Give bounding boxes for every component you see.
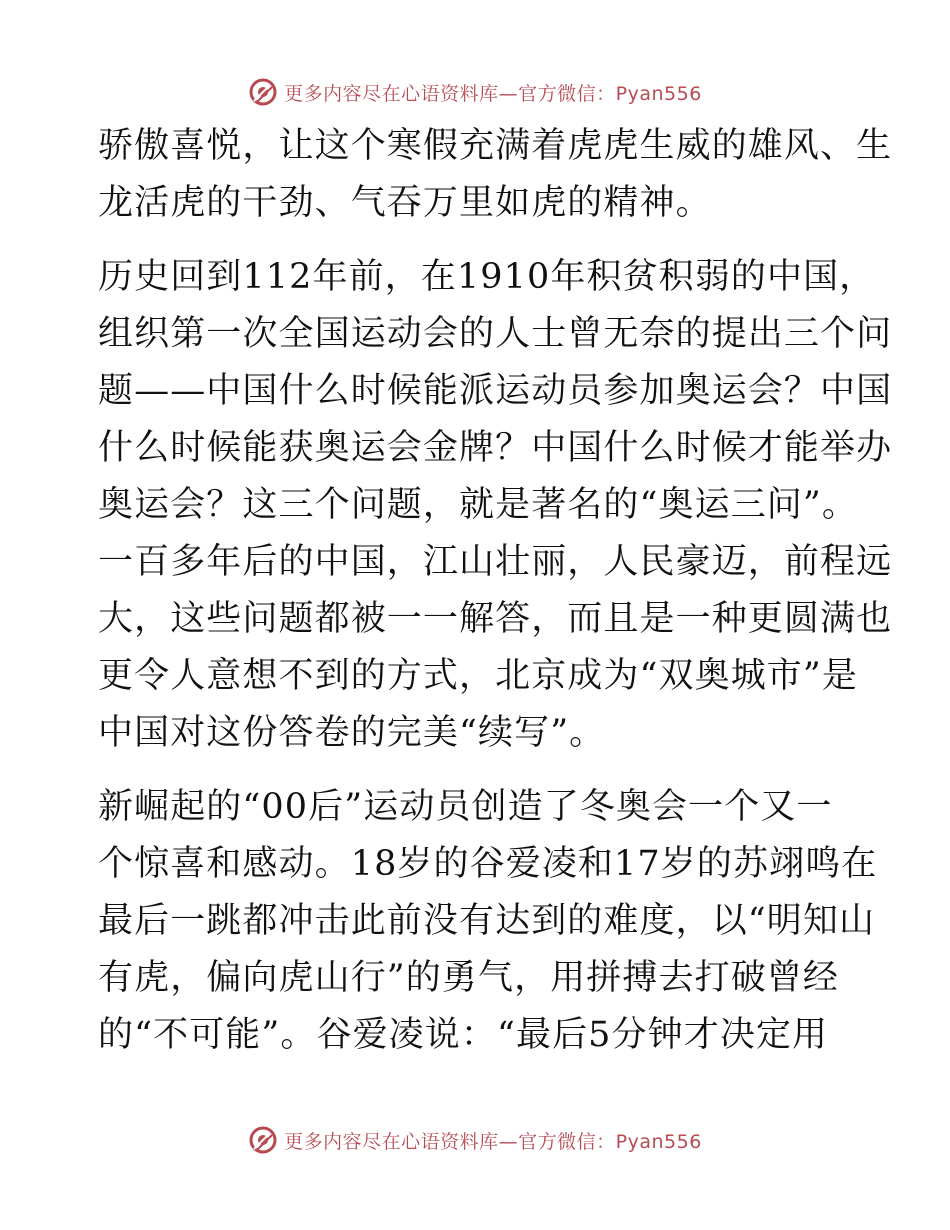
text-line: 更令人意想不到的方式，北京成为“双奥城市”是: [98, 656, 858, 696]
footer-banner-text: 更多内容尽在心语资料库—官方微信：Pyan556: [284, 1130, 702, 1153]
text-line: 奥运会？这三个问题，就是著名的“奥运三问”。: [98, 485, 858, 525]
text-line: 题——中国什么时候能派运动员参加奥运会？中国: [98, 371, 893, 411]
paragraph-1: [98, 118, 893, 232]
red-stamp-logo-icon: [248, 1125, 278, 1155]
text-line: 什么时候能获奥运会金牌？中国什么时候才能举办: [98, 428, 893, 468]
text-line: 组织第一次全国运动会的人士曾无奈的提出三个问: [98, 314, 893, 354]
text-line: 新崛起的“00后”运动员创造了冬奥会一个又一: [98, 787, 833, 827]
text-line: 骄傲喜悦，让这个寒假充满着虎虎生威的雄风、生: [98, 126, 893, 166]
text-line: 有虎，偏向虎山行”的勇气，用拼搏去打破曾经: [98, 958, 839, 998]
red-stamp-logo-icon: [248, 77, 278, 107]
header-banner: [0, 72, 950, 112]
text-line: 一百多年后的中国，江山壮丽，人民豪迈，前程远: [98, 542, 893, 582]
text-line: 龙活虎的干劲、气吞万里如虎的精神。: [98, 183, 712, 223]
paragraph-3: [98, 779, 878, 1064]
text-line: 的“不可能”。谷爱凌说：“最后5分钟才决定用: [98, 1015, 829, 1055]
footer-banner: [0, 1120, 950, 1160]
text-line: 最后一跳都冲击此前没有达到的难度，以“明知山: [98, 901, 876, 941]
text-line: 个惊喜和感动。18岁的谷爱凌和17岁的苏翊鸣在: [98, 844, 878, 884]
header-banner-text: 更多内容尽在心语资料库—官方微信：Pyan556: [284, 82, 702, 105]
text-line: 中国对这份答卷的完美“续写”。: [98, 713, 606, 753]
text-line: 历史回到112年前，在1910年积贫积弱的中国，: [98, 257, 876, 297]
document-body: [98, 118, 893, 1064]
text-line: 大，这些问题都被一一解答，而且是一种更圆满也: [98, 599, 893, 639]
paragraph-2: [98, 249, 893, 762]
